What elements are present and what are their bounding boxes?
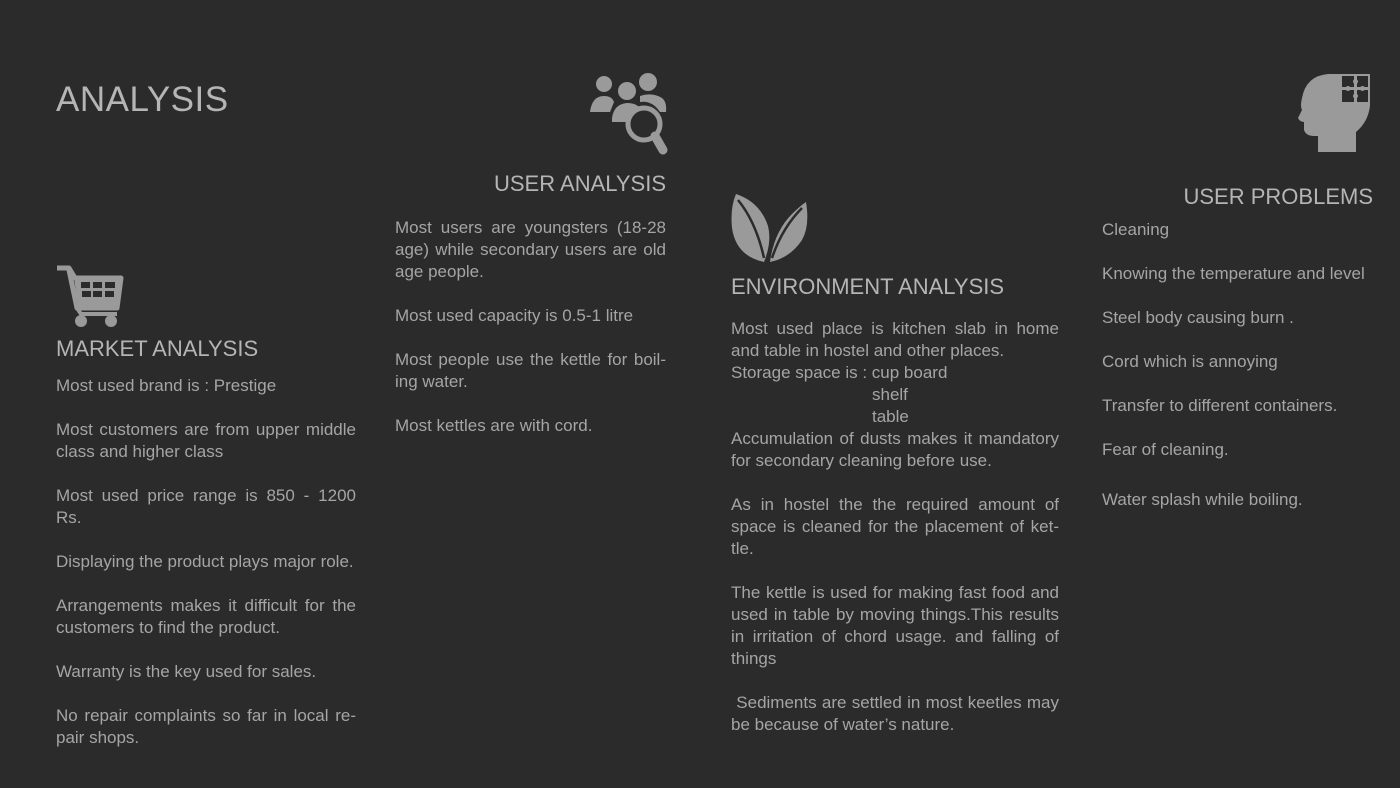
user-problems-heading: USER PROBLEMS xyxy=(1183,184,1373,209)
problem-item: Fear of cleaning. xyxy=(1102,440,1229,459)
market-paragraph: Most used price range is 850 - 1200 Rs. xyxy=(56,486,356,527)
market-paragraph: Warranty is the key used for sales. xyxy=(56,662,317,681)
market-paragraph: Most customers are from upper middle class and higher class xyxy=(56,420,356,461)
environment-paragraph: Accumulation of dusts makes it mandatory for secondary cleaning before use. xyxy=(731,429,1059,470)
user-analysis-body xyxy=(395,217,666,437)
user-problems-list xyxy=(1102,219,1382,533)
market-paragraph: Arrangements makes it difficult for the customers to find the product. xyxy=(56,596,356,637)
environment-paragraph: Most used place is kitchen slab in home and table in hostel and other places. xyxy=(731,319,1059,360)
environment-paragraph: Sediments are settled in most keetles may be because of water’s nature. xyxy=(731,693,1064,734)
problem-item: Steel body causing burn . xyxy=(1102,308,1294,327)
problem-item: Transfer to different containers. xyxy=(1102,396,1338,415)
environment-analysis-body xyxy=(731,318,1064,736)
storage-table: table xyxy=(872,407,909,426)
storage-shelf: shelf xyxy=(872,385,908,404)
page-title: ANALYSIS xyxy=(56,80,229,119)
environment-analysis-heading: ENVIRONMENT ANALYSIS xyxy=(731,274,1005,299)
market-paragraph: Most used brand is : Prestige xyxy=(56,376,277,395)
problem-item: Water splash while boiling. xyxy=(1102,490,1303,509)
shopping-cart-icon xyxy=(55,264,125,328)
user-paragraph: Most used capacity is 0.5-1 litre xyxy=(395,306,634,325)
user-paragraph: Most kettles are with cord. xyxy=(395,416,593,435)
market-analysis-body xyxy=(56,375,356,749)
environment-paragraph: The kettle is used for making fast food and used in table by moving things.This results in irritation of chord usage. and falling of things xyxy=(731,583,1059,668)
users-search-icon xyxy=(590,72,668,156)
problem-item: Cleaning xyxy=(1102,220,1170,239)
market-paragraph: Displaying the product plays major role. xyxy=(56,552,354,571)
market-analysis-heading: MARKET ANALYSIS xyxy=(56,336,259,361)
user-paragraph: Most users are youngsters (18-28 age) while secondary users are old age people. xyxy=(395,218,666,281)
storage-space-list xyxy=(731,362,1059,428)
environment-paragraph: As in hostel the the required amount of space is cleaned for the placement of ket-tle. xyxy=(731,495,1059,558)
problem-item: Knowing the temperature and level xyxy=(1102,264,1365,283)
head-puzzle-icon xyxy=(1298,72,1374,154)
storage-label: Storage space is : cup board xyxy=(731,363,948,382)
problem-item: Cord which is annoying xyxy=(1102,352,1278,371)
leaf-icon xyxy=(730,192,808,264)
market-paragraph: No repair complaints so far in local re-pair shops. xyxy=(56,706,356,747)
user-analysis-heading: USER ANALYSIS xyxy=(494,171,666,196)
user-paragraph: Most people use the kettle for boil-ing water. xyxy=(395,350,666,391)
